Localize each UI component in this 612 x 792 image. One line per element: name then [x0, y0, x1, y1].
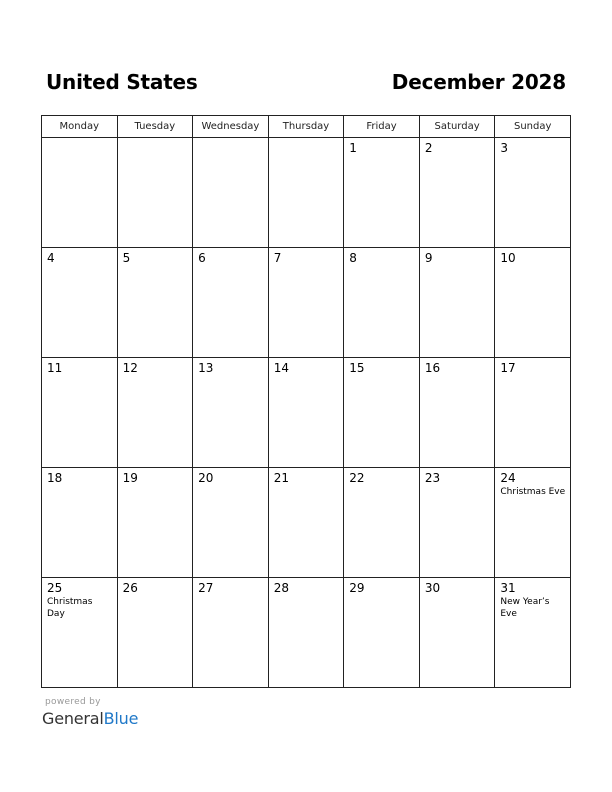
day-cell	[268, 578, 344, 688]
day-cell	[193, 358, 269, 468]
weekday-header-row	[42, 116, 571, 138]
week-row	[42, 248, 571, 358]
day-cell	[419, 358, 495, 468]
day-cell	[419, 468, 495, 578]
day-cell	[268, 248, 344, 358]
day-cell	[268, 358, 344, 468]
weekday-header: Saturday	[419, 116, 495, 138]
day-number: 11	[47, 361, 63, 375]
day-number: 16	[424, 361, 441, 375]
holiday-label: Christmas Day	[47, 597, 93, 619]
weekday-header: Tuesday	[117, 116, 193, 138]
day-number: 3	[500, 141, 509, 155]
day-number: 7	[273, 251, 282, 265]
brand-general: General	[42, 709, 104, 728]
weekday-header: Thursday	[268, 116, 344, 138]
day-number: 1	[349, 141, 357, 155]
day-cell	[117, 248, 193, 358]
day-cell	[495, 578, 571, 688]
day-number: 12	[122, 361, 138, 375]
day-cell	[495, 248, 571, 358]
day-number: 18	[47, 471, 63, 485]
day-cell	[344, 358, 420, 468]
day-number: 24	[500, 471, 516, 485]
day-number: 5	[122, 251, 131, 265]
powered-by-text: powered by	[45, 697, 101, 707]
day-cell	[495, 468, 571, 578]
country-title: United States	[46, 70, 198, 94]
day-number: 28	[273, 581, 289, 595]
day-number: 9	[424, 251, 433, 265]
day-number: 17	[500, 361, 516, 375]
day-number: 21	[273, 471, 289, 485]
day-number: 31	[500, 581, 516, 595]
day-number: 8	[349, 251, 357, 265]
weekday-header: Sunday	[495, 116, 571, 138]
holiday-label: Christmas Eve	[500, 487, 566, 497]
day-cell	[117, 578, 193, 688]
weekday-header: Wednesday	[193, 116, 269, 138]
day-cell	[268, 468, 344, 578]
day-cell	[419, 138, 495, 248]
weekday-header: Friday	[344, 116, 420, 138]
day-number: 2	[424, 141, 433, 155]
week-row	[42, 578, 571, 688]
day-number: 23	[424, 471, 441, 485]
month-title: December 2028	[391, 70, 566, 94]
day-cell	[117, 138, 193, 248]
holiday-label: New Year’s Eve	[500, 597, 550, 619]
day-cell	[42, 358, 118, 468]
day-number: 29	[349, 581, 365, 595]
brand-blue: Blue	[103, 709, 139, 728]
day-number: 30	[424, 581, 441, 595]
day-cell	[419, 578, 495, 688]
day-number: 20	[198, 471, 214, 485]
day-cell	[419, 248, 495, 358]
day-number: 27	[198, 581, 214, 595]
day-cell	[495, 138, 571, 248]
day-cell	[193, 138, 269, 248]
day-cell	[42, 138, 118, 248]
day-cell	[344, 578, 420, 688]
day-number: 10	[500, 251, 516, 265]
day-cell	[117, 468, 193, 578]
weekday-header: Monday	[42, 116, 118, 138]
day-number: 6	[198, 251, 206, 265]
day-cell	[117, 358, 193, 468]
day-cell	[42, 468, 118, 578]
day-number: 22	[349, 471, 365, 485]
day-cell	[193, 248, 269, 358]
day-cell	[495, 358, 571, 468]
day-number: 26	[122, 581, 138, 595]
week-row	[42, 468, 571, 578]
week-row	[42, 358, 571, 468]
day-cell	[344, 138, 420, 248]
day-number: 25	[47, 581, 63, 595]
generalblue-logo[interactable]	[42, 709, 138, 728]
day-number: 14	[273, 361, 289, 375]
day-number: 4	[47, 251, 55, 265]
day-cell	[344, 468, 420, 578]
day-number: 19	[122, 471, 138, 485]
day-cell	[42, 578, 118, 688]
day-cell	[193, 578, 269, 688]
calendar-grid	[41, 115, 571, 688]
day-number: 13	[198, 361, 214, 375]
week-row	[42, 138, 571, 248]
day-cell	[268, 138, 344, 248]
day-cell	[42, 248, 118, 358]
day-number: 15	[349, 361, 365, 375]
day-cell	[344, 248, 420, 358]
day-cell	[193, 468, 269, 578]
